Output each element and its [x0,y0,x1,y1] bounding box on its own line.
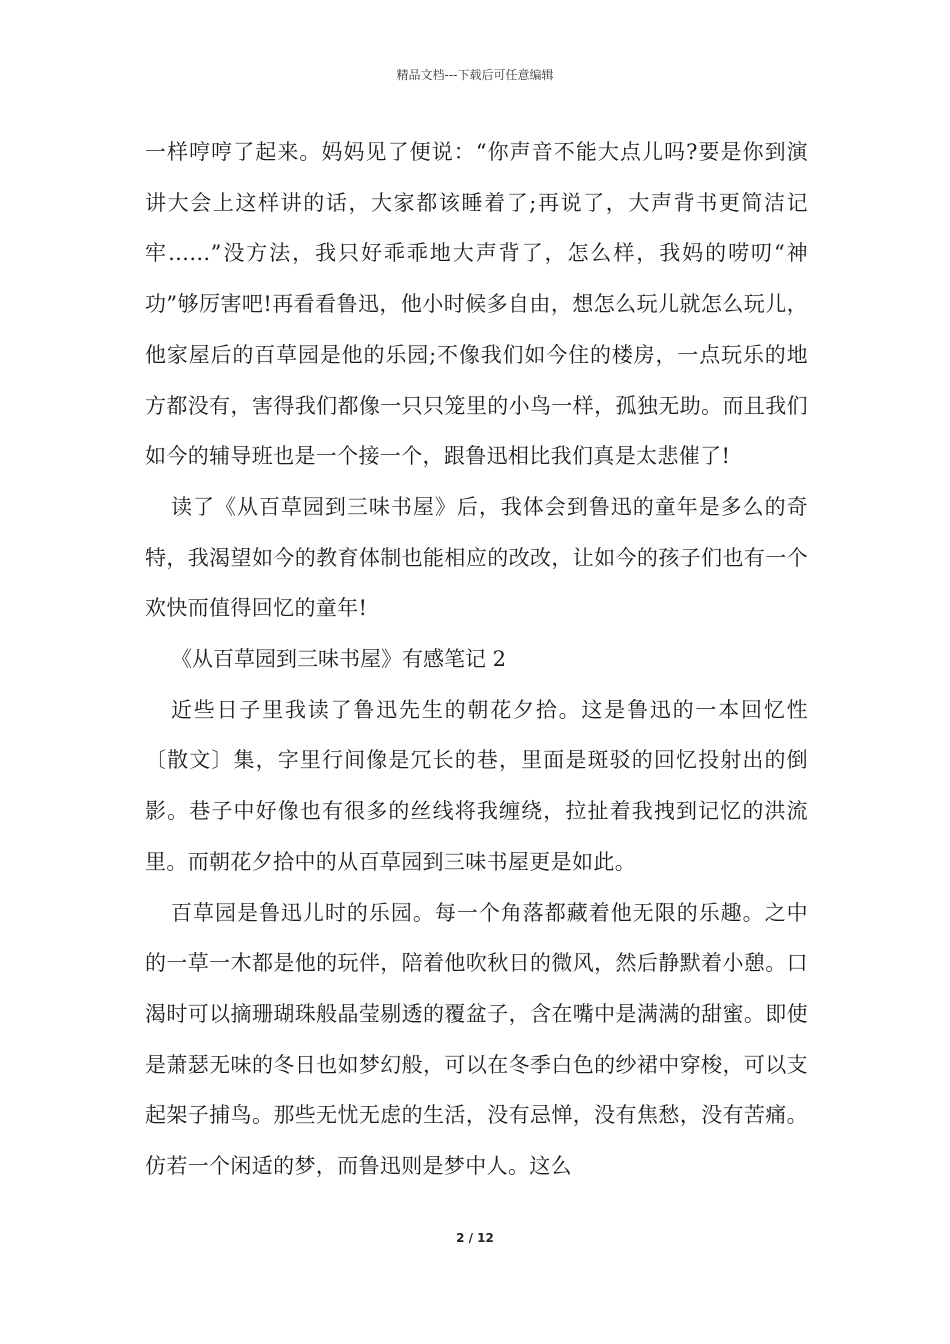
section-title: 《从百草园到三味书屋》有感笔记 2 [171,647,507,672]
page-number: 2 / 12 [456,1231,494,1245]
page-header: 精品文档---下载后可任意编辑 [396,68,554,82]
paragraph-4: 百草园是鲁迅儿时的乐园。每一个角落都藏着他无限的乐趣。之中的一草一木都是他的玩伴，陪着他吹秋日的微风，然后静默着小憩。口渴时可以摘珊瑚珠般晶莹剔透的覆盆子，含在嘴中是满满的甜蜜。即使是萧瑟无味的冬日也如梦幻般，可以在冬季白色的纱裙中穿梭，可以支起架子捕鸟。那些无忧无虑的生活，没有忌惮，没有焦愁，没有苦痛。仿若一个闲适的梦，而鲁迅则是梦中人。这么 [145,900,808,1179]
document-body [145,127,808,1192]
paragraph-2: 读了《从百草园到三味书屋》后，我体会到鲁迅的童年是多么的奇特，我渴望如今的教育体制也能相应的改改，让如今的孩子们也有一个欢快而值得回忆的童年! [145,494,808,621]
paragraph-3: 近些日子里我读了鲁迅先生的朝花夕拾。这是鲁迅的一本回忆性〔散文〕集，字里行间像是冗长的巷，里面是斑驳的回忆投射出的倒影。巷子中好像也有很多的丝线将我缠绕，拉扯着我拽到记忆的洪流里。而朝花夕拾中的从百草园到三味书屋更是如此。 [145,697,808,874]
paragraph-1: 一样哼哼了起来。妈妈见了便说：“你声音不能大点儿吗?要是你到演讲大会上这样讲的话，大家都该睡着了;再说了，大声背书更简洁记牢……”没方法，我只好乖乖地大声背了，怎么样，我妈的唠叨“神功”够厉害吧!再看看鲁迅，他小时候多自由，想怎么玩儿就怎么玩儿，他家屋后的百草园是他的乐园;不像我们如今住的楼房，一点玩乐的地方都没有，害得我们都像一只只笼里的小鸟一样，孤独无助。而且我们如今的辅导班也是一个接一个，跟鲁迅相比我们真是太悲催了! [145,140,808,469]
